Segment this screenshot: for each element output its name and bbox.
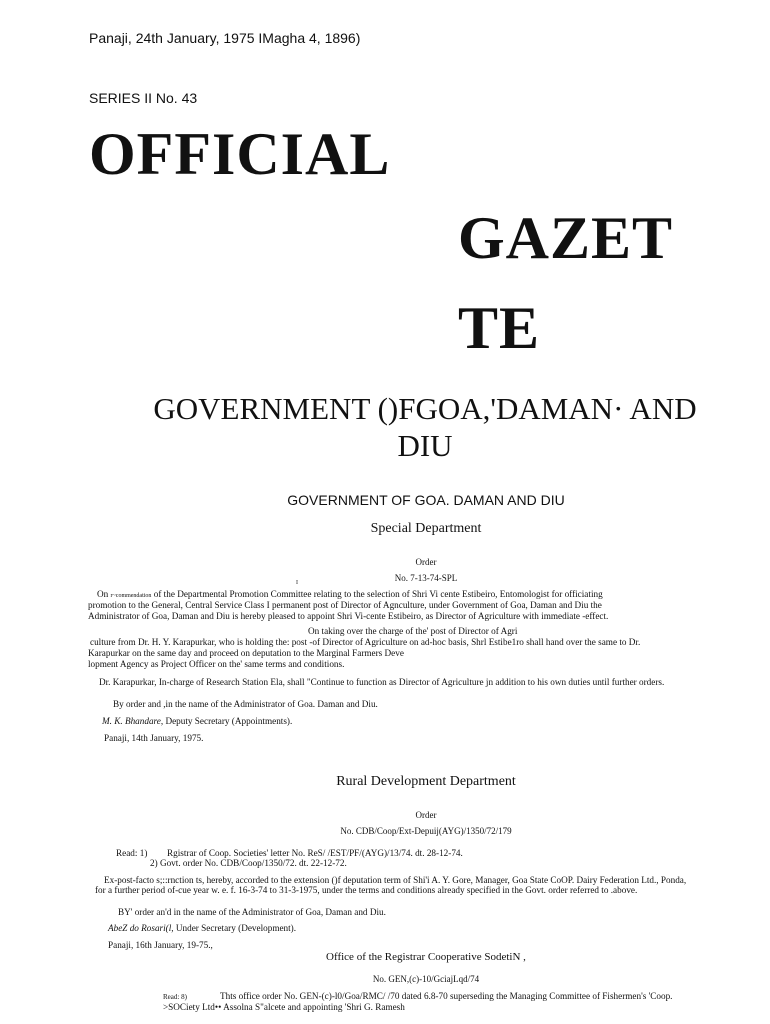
order-paragraph-2-line-4: lopment Agency as Project Officer on the' same terms and conditions. xyxy=(88,659,345,669)
order-label: Order xyxy=(415,557,437,567)
signatory-title: Deputy Secretary (Appointments). xyxy=(165,716,293,726)
para-small-text: r~commendation xyxy=(110,593,152,599)
order-date-2: Panaji, 16th January, 19-75., xyxy=(108,940,213,950)
order-number: No. 7-13-74-SPL xyxy=(394,573,458,583)
read-3-line-2: >SOCiety Ltd•• Assolna S"alcete and appointing 'Shri G. Ramesh xyxy=(163,1002,405,1012)
government-heading-line2: DIU xyxy=(397,428,453,463)
order-number-3: No. GEN,(c)-10/GciajLqd/74 xyxy=(372,974,480,984)
order-paragraph-1-line-2: promotion to the General, Central Service Class I permanent post of Director of Agnculture, under Government of Goa, Daman and Diu the xyxy=(88,600,602,610)
order-2-paragraph-line-2: for a further period of-cue year w. e. f. 16-3-74 to 31-3-1975, under the terms and conditions already specified in the Govt. order referred to .above. xyxy=(95,885,638,895)
special-department-title: Special Department xyxy=(370,521,482,536)
signatory-title-2: Under Secretary (Development). xyxy=(175,923,297,933)
read-label-3 xyxy=(163,991,187,1001)
read-label-3-text: Read: 8) xyxy=(163,993,187,1001)
by-order-line-2: BY' order an'd in the name of the Administrator of Goa, Daman and Diu. xyxy=(118,907,386,917)
masthead-official: OFFICIAL xyxy=(89,121,391,187)
order-date: Panaji, 14th January, 1975. xyxy=(104,733,204,743)
order-paragraph-2-line-3: Karapurkar on the same day and proceed on deputation to the Marginal Farmers Deve xyxy=(88,648,404,658)
signatory xyxy=(102,716,292,726)
order-2-paragraph-line-1: Ex-post-facto s;::rnction ts, hereby, accorded to the extension ()f deputation term of Shi'i A. Y. Gore, Manager, Goa State CoOP. Dairy Federation Ltd., Ponda, xyxy=(104,875,687,885)
read-label: Read: 1) xyxy=(116,848,148,858)
read-item-1: Rgistrar of Coop. Societies' letter No. ReS/ /EST/PF/(AYG)/13/74. dt. 28-12-74. xyxy=(167,848,463,858)
masthead-te: TE xyxy=(458,295,541,361)
signatory-name-2: AbeZ do Rosari(l, xyxy=(108,923,174,933)
by-order-line: By order and ,in the name of the Administrator of Goa. Daman and Diu. xyxy=(113,699,378,709)
order-paragraph-3: Dr. Karapurkar, In-charge of Research Station Ela, shall "Continue to function as Director of Agriculture jn addition to his own duties until further orders. xyxy=(99,677,665,687)
order-paragraph-1-line-1 xyxy=(97,589,603,599)
signatory-name: M. K. Bhandare, xyxy=(102,716,164,726)
read-3-line-1: Thts office order No. GEN-(c)-l0/Goa/RMC/ /70 dated 6.8-70 superseding the Managing Committee of Fishermen's 'Coop. xyxy=(220,991,673,1001)
government-heading-line1: GOVERNMENT ()FGOA,'DAMAN· AND xyxy=(153,391,697,426)
dateline: Panaji, 24th January, 1975 IMagha 4, 1896) xyxy=(89,30,361,46)
registrar-office-title: Office of the Registrar Cooperative SodetiN , xyxy=(326,951,526,963)
para-rest: of the Departmental Promotion Committee relating to the selection of Shri Vi cente Estibeiro, Entomologist for officiating xyxy=(153,589,603,599)
order-label-2: Order xyxy=(415,810,437,820)
masthead-gazet: GAZET xyxy=(458,205,674,271)
rural-development-title: Rural Development Department xyxy=(336,774,516,789)
order-paragraph-2-line-1: On taking over the charge of the' post of Director of Agri xyxy=(308,626,518,636)
para-lead: On xyxy=(97,589,109,599)
read-item-2: 2) Govt. order No. CDB/Coop/1350/72. dt. 22-12-72. xyxy=(150,858,347,868)
stray-mark: I xyxy=(296,580,298,586)
order-paragraph-2-line-2: culture from Dr. H. Y. Karapurkar, who is holding the: post -of Director of Agriculture on ad-hoc basis, Shrl Estibe1ro shall hand over the same to Dr. xyxy=(90,637,641,647)
signatory-2 xyxy=(108,923,296,933)
order-number-2: No. CDB/Coop/Ext-Depuij(AYG)/1350/72/179 xyxy=(340,826,512,836)
order-paragraph-1-line-3: Administrator of Goa, Daman and Diu is hereby pleased to appoint Shri Vi-cente Estibeiro, as Director of Agriculture with immediate -effect. xyxy=(88,611,609,621)
section-government-title: GOVERNMENT OF GOA. DAMAN AND DIU xyxy=(287,492,565,508)
series-number: SERIES II No. 43 xyxy=(89,90,198,106)
